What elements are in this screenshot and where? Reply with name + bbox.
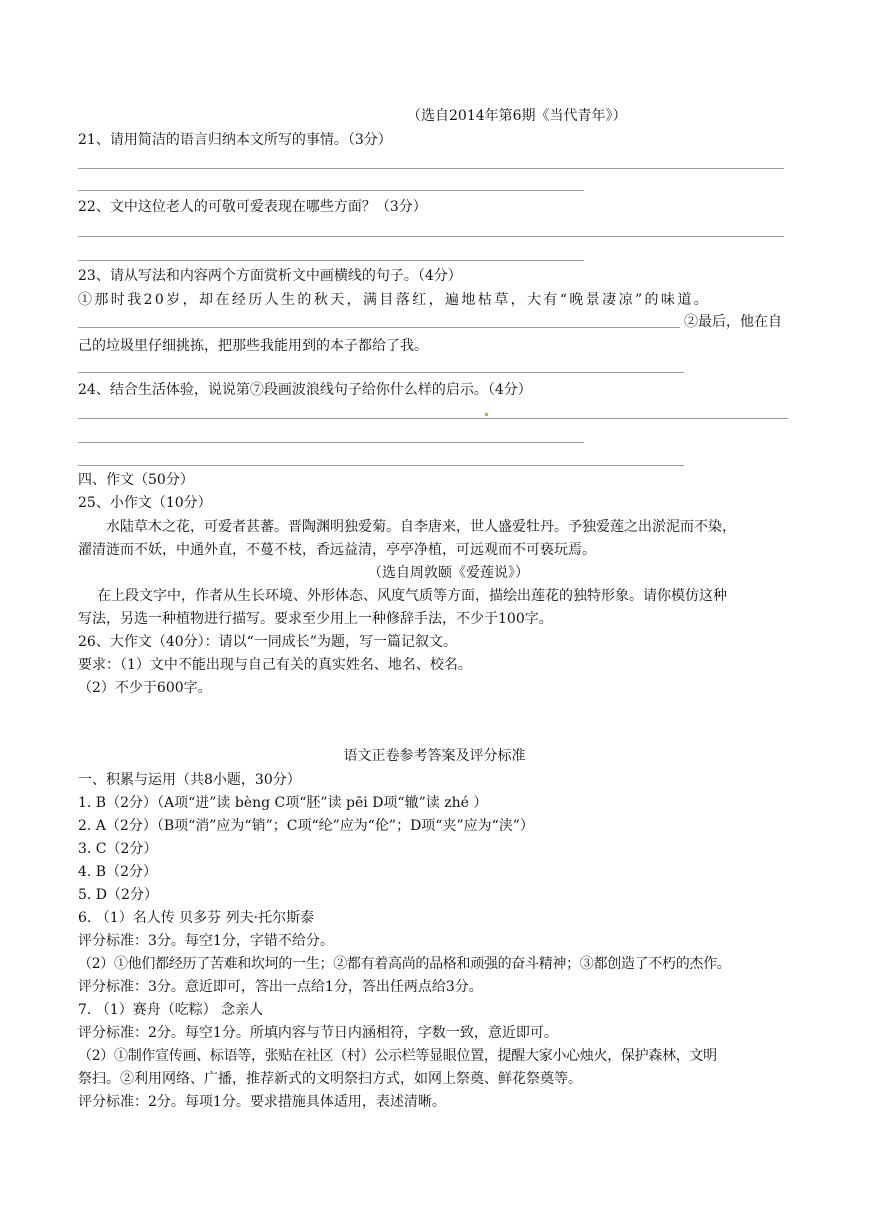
passage-source: （选自周敦颐《爱莲说》）: [368, 565, 529, 581]
task-line-1: 在上段文字中，作者从生长环境、外形体态、风度气质等方面，描绘出莲花的独特形象。请你模仿这种: [97, 588, 727, 604]
answer-7-part-2b: 祭扫。②利用网络、广播，推荐新式的文明祭扫方式，如网上祭奠、鲜花祭奠等。: [78, 1071, 582, 1087]
answer-4: 4. B（2分）: [78, 864, 158, 880]
answer-6-scoring-1: 评分标准：3分。每空1分，字错不给分。: [78, 933, 334, 949]
task-line-2: 写法，另选一种植物进行描写。要求至少用上一种修辞手法，不少于100字。: [78, 611, 553, 627]
answer-6-part-1: 6. （1）名人传 贝多芬 列夫·托尔斯泰: [78, 910, 315, 926]
source-note: （选自2014年第6期《当代青年》）: [407, 108, 627, 124]
answer-7-scoring-1: 评分标准：2分。每空1分。所填内容与节日内涵相符，字数一致，意近即可。: [78, 1025, 558, 1041]
answer-line: [78, 168, 784, 169]
answer-2: 2. A（2分）（B项“消”应为“销”；C项“纶”应为“伦”；D项“夹”应为“浃”）: [78, 818, 534, 834]
question-23-sentence-2b: 己的垃圾里仔细挑拣，把那些我能用到的本子都给了我。: [78, 338, 428, 354]
answer-7-part-1: 7. （1）赛舟（吃粽） 念亲人: [78, 1002, 264, 1018]
answer-line: [78, 260, 584, 261]
question-23-sentence-1: ①那时我20岁，却在经历人生的秋天，满目落红，遍地枯草，大有“晚景凄凉”的味道。: [78, 292, 711, 308]
question-24: 24、结合生活体验，说说第⑦段画波浪线句子给你什么样的启示。（4分）: [78, 382, 532, 398]
answer-6-part-2: （2）①他们都经历了苦难和坎坷的一生；②都有着高尚的品格和顽强的奋斗精神；③都创造了不朽的杰作。: [78, 956, 731, 972]
answer-1: 1. B（2分）（A项“迸”读 bèng C项“胚”读 pēi D项“辙”读 zhé ）: [78, 795, 488, 811]
question-23: 23、请从写法和内容两个方面赏析文中画横线的句子。（4分）: [78, 268, 462, 284]
answers-section-1: 一、积累与运用（共8小题，30分）: [78, 772, 301, 788]
answer-7-scoring-2: 评分标准：2分。每项1分。要求措施具体适用，表述清晰。: [78, 1094, 446, 1110]
answer-line: [78, 372, 684, 373]
requirement-1: 要求：（1）文中不能出现与自己有关的真实姓名、地名、校名。: [78, 657, 472, 673]
writing-section-title: 四、作文（50分）: [78, 472, 194, 488]
answer-line: [78, 236, 784, 237]
answer-line: [78, 465, 684, 466]
answer-7-part-2a: （2）①制作宣传画、标语等，张贴在社区（村）公示栏等显眼位置，提醒大家小心烛火，保护森林，文明: [78, 1048, 717, 1064]
mark-dot: [485, 413, 488, 416]
answers-title: 语文正卷参考答案及评分标准: [343, 748, 526, 764]
answer-line: [78, 327, 680, 328]
answer-3: 3. C（2分）: [78, 841, 158, 857]
passage-line-2: 濯清涟而不妖，中通外直，不蔓不枝，香远益清，亭亭净植，可远观而不可亵玩焉。: [78, 542, 596, 558]
question-21: 21、请用简洁的语言归纳本文所写的事情。（3分）: [78, 132, 392, 148]
requirement-2: （2）不少于600字。: [78, 680, 212, 696]
answer-5: 5. D（2分）: [78, 887, 158, 903]
answer-6-scoring-2: 评分标准：3分。意近即可，答出一点给1分，答出任两点给3分。: [78, 979, 483, 995]
answer-line: [78, 418, 788, 419]
question-26: 26、大作文（40分）：请以“一同成长”为题，写一篇记叙文。: [78, 634, 457, 650]
question-22: 22、文中这位老人的可敬可爱表现在哪些方面？（3分）: [78, 199, 427, 215]
answer-line: [78, 442, 584, 443]
answer-line: [78, 190, 584, 191]
question-23-sentence-2a: ②最后，他在自: [684, 314, 782, 330]
question-25: 25、小作文（10分）: [78, 495, 212, 511]
passage-line-1: 水陆草木之花，可爱者甚蕃。晋陶渊明独爱菊。自李唐来，世人盛爱牡丹。予独爱莲之出淤泥而不染，: [106, 519, 736, 535]
